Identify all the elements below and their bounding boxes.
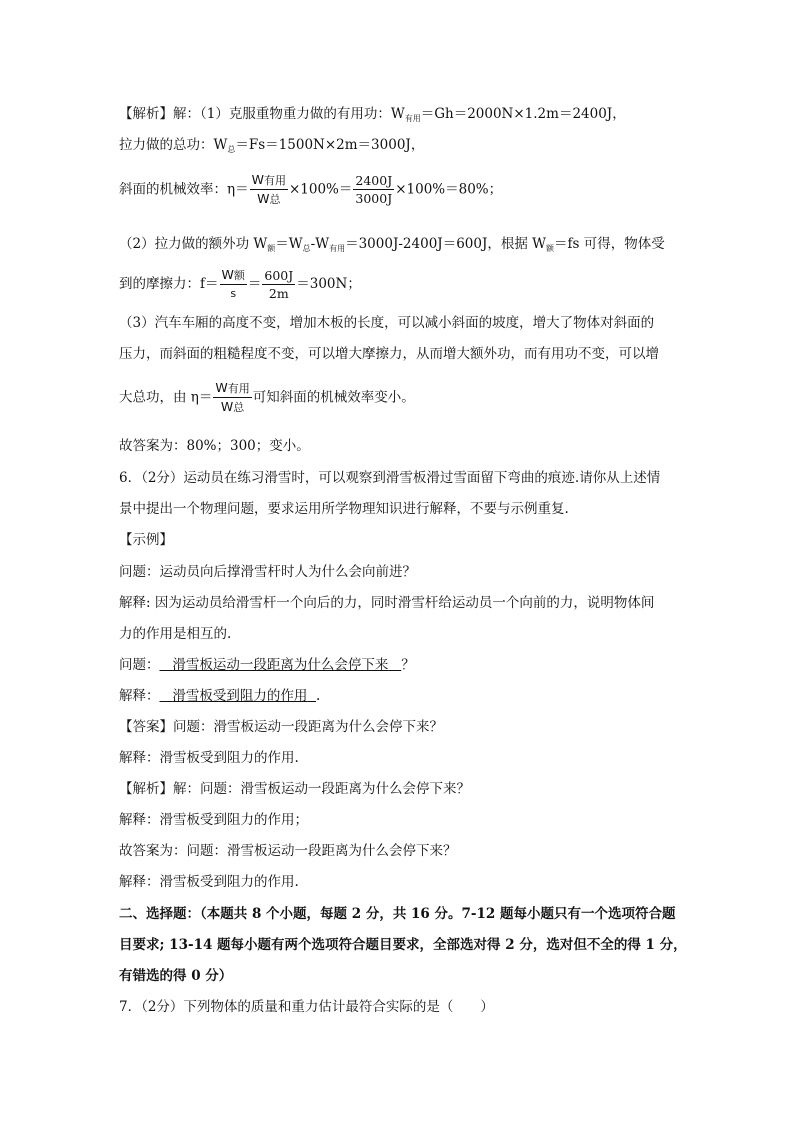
fraction-extra-over-s: $\frac{\text{W额}}{s}$ — [221, 267, 245, 300]
q6-stem-1: 6．（2分）运动员在练习滑雪时，可以观察到滑雪板滑过雪面留下弯曲的痕迹.请你从上述情 — [119, 470, 661, 486]
analysis-line-7: 压力，而斜面的粗糙程度不变，可以增大摩擦力，从而增大额外功，而有用功不变，可以增 — [119, 346, 659, 362]
efficiency-conclusion: 大总功，由 η＝ $\frac{\text{W有用}}{\text{W总}}$ 可知斜面的机械效率变小。 — [119, 380, 415, 414]
example-tag: 【示例】 — [119, 532, 173, 548]
analysis-line-4: （2）拉力做的额外功 $W_额=W_总-W_{有用}=3000J-2400J=600J$，根据 $W_额=fs$ 可得，物体受 — [119, 236, 665, 253]
example-question: 问题：运动员向后撑滑雪杆时人为什么会向前进？ — [119, 564, 416, 580]
friction-formula: 到的摩擦力：f＝ $\frac{\text{W额}}{s}$ ＝ $\frac{600J}{2m}$ ＝300N； — [119, 267, 361, 301]
analysis-line-1: 【解析】解：（1）克服重物重力做的有用功：$W_{有用}=Gh=2000N\times 1.2m=2400J$， — [119, 106, 626, 123]
example-answer-2: 力的作用是相互的. — [119, 626, 232, 642]
analysis-line-2: 拉力做的总功：$W_总=Fs=1500N\times 2m=3000J$， — [119, 137, 425, 154]
example-answer-1: 解释: 因为运动员给滑雪杆一个向后的力，同时滑雪杆给运动员一个向前的力，说明物体间 — [119, 595, 655, 611]
answer-explanation: 解释：滑雪板受到阻力的作用. — [119, 750, 299, 766]
section-heading-2: 目要求; 13-14 题每小题有两个选项符合题目要求，全部选对得 2 分，选对但不全的得 1 分， — [119, 937, 687, 953]
analysis-line-6: （3）汽车车厢的高度不变，增加木板的长度，可以减小斜面的坡度，增大了物体对斜面的 — [119, 315, 655, 331]
fraction-useful-over-total: $\frac{\text{W有用}}{\text{W总}}$ — [251, 172, 286, 206]
fraction-2400-over-3000: $\frac{2400J}{3000J}$ — [355, 173, 393, 206]
final-question: 故答案为：问题：滑雪板运动一段距离为什么会停下来？ — [119, 843, 457, 859]
efficiency-formula: 斜面的机械效率：η＝ $\frac{\text{W有用}}{\text{W总}}$ ×100%＝ $\frac{2400J}{3000J}$ ×100%＝80%； — [119, 172, 503, 206]
final-explanation: 解释：滑雪板受到阻力的作用. — [119, 874, 299, 890]
answer-question: 【答案】问题：滑雪板运动一段距离为什么会停下来？ — [119, 719, 443, 735]
analysis-question: 【解析】解：问题：滑雪板运动一段距离为什么会停下来？ — [119, 781, 470, 797]
fraction-600-over-2: $\frac{600J}{2m}$ — [264, 267, 294, 301]
answer-summary-5: 故答案为：80%；300；变小。 — [119, 438, 310, 454]
blank-question: 问题： 滑雪板运动一段距离为什么会停下来 ？ — [119, 657, 415, 673]
section-heading-1: 二、选择题：（本题共 8 个小题，每题 2 分，共 16 分。7-12 题每小题只有一个选项符合题 — [119, 906, 676, 922]
q6-stem-2: 景中提出一个物理问题，要求运用所学物理知识进行解释，不要与示例重复. — [119, 501, 569, 517]
fraction-useful-over-total-2: $\frac{\text{W有用}}{\text{W总}}$ — [215, 380, 250, 414]
analysis-explanation: 解释：滑雪板受到阻力的作用； — [119, 812, 308, 828]
q7-stem: 7．（2分）下列物体的质量和重力估计最符合实际的是（ ） — [119, 999, 494, 1015]
blank-answer: 解释： 滑雪板受到阻力的作用 . — [119, 688, 321, 704]
section-heading-3: 有错选的得 0 分） — [119, 968, 233, 984]
